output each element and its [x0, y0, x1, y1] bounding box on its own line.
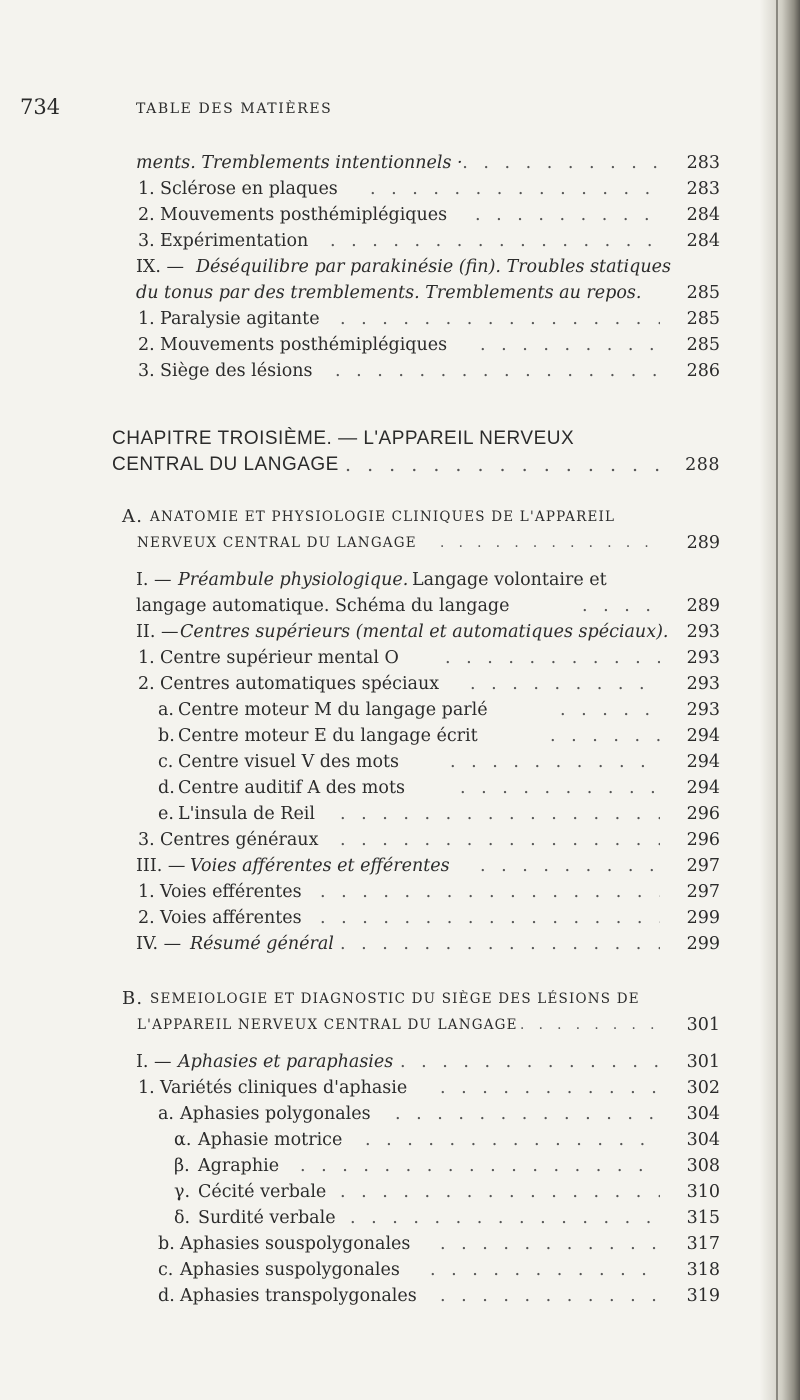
entry-page: 285 [686, 335, 720, 355]
entry-prefix: 1. [138, 309, 155, 329]
entry-text: Aphasies souspolygonales [180, 1234, 411, 1254]
section-letter: B. [122, 988, 144, 1009]
toc-entry [0, 593, 720, 619]
dot-leader [440, 1075, 660, 1101]
section-a-heading [0, 504, 720, 530]
entry-prefix: c. [158, 752, 174, 772]
entry-prefix: 2. [138, 205, 155, 225]
dot-leader [300, 1153, 660, 1179]
dot-leader [480, 853, 660, 879]
dot-leader [440, 1231, 660, 1257]
entry-prefix: 1. [138, 648, 155, 668]
toc-entry [0, 775, 720, 801]
entry-page: 293 [686, 674, 720, 694]
entry-prefix: e. [158, 804, 174, 824]
dot-leader [340, 827, 660, 853]
entry-text: Paralysie agitante [160, 309, 320, 329]
entry-text: Expérimentation [160, 231, 309, 251]
entry-page: 293 [686, 700, 720, 720]
entry-text: Résumé général [190, 934, 334, 954]
toc-entry [0, 671, 720, 697]
toc-entry [0, 905, 720, 931]
toc-entry [0, 1205, 720, 1231]
entry-prefix: d. [158, 1286, 175, 1306]
entry-text: Centre auditif A des mots [178, 778, 405, 798]
entry-prefix: 1. [138, 179, 155, 199]
dot-leader [340, 1179, 660, 1205]
entry-page: 319 [686, 1286, 720, 1306]
entry-text: Voies afférentes [160, 908, 302, 928]
toc-entry [0, 1101, 720, 1127]
entry-text: Sclérose en plaques [160, 179, 338, 199]
entry-page: 301 [686, 1052, 720, 1072]
entry-text: Voies afférentes et efférentes [190, 856, 450, 876]
entry-prefix: a. [158, 1104, 174, 1124]
page-number: 734 [20, 95, 61, 119]
toc-entry [0, 567, 720, 593]
entry-prefix: β. [174, 1156, 190, 1176]
entry-prefix: IV. — [136, 934, 182, 954]
section-b-heading [0, 986, 720, 1012]
entry-text: Agraphie [198, 1156, 280, 1176]
entry-page: 299 [686, 934, 720, 954]
entry-text: langage automatique. Schéma du langage [136, 596, 510, 616]
entry-text: Aphasie motrice [198, 1130, 343, 1150]
section-line-1: ANATOMIE ET PHYSIOLOGIE CLINIQUES DE L'APPAREIL [150, 509, 616, 525]
entry-page: 297 [686, 856, 720, 876]
entry-text: Centre moteur M du langage parlé [178, 700, 488, 720]
dot-leader [365, 1127, 660, 1153]
entry-prefix: I. — [136, 570, 172, 590]
entry-page: 283 [686, 179, 720, 199]
entry-page: 283 [686, 153, 720, 173]
entry-text: Centre visuel V des mots [178, 752, 400, 772]
dot-leader [475, 202, 660, 228]
chapter-line-2: CENTRAL DU LANGAGE [112, 454, 339, 475]
chapter-heading [0, 426, 720, 452]
section-a-heading [0, 530, 720, 556]
entry-text: ments. Tremblements intentionnels · [136, 153, 463, 173]
section-b-heading [0, 1012, 720, 1038]
section-line-2: NERVEUX CENTRAL DU LANGAGE [137, 535, 417, 551]
entry-text: Centres supérieurs (mental et automatiques spéciaux). [180, 622, 669, 642]
toc-entry [0, 254, 720, 280]
dot-leader [340, 306, 660, 332]
page-binding-line [776, 0, 778, 1400]
entry-text: Déséquilibre par parakinésie (fin). Troubles statiques [196, 257, 671, 277]
entry-text: Variétés cliniques d'aphasie [160, 1078, 408, 1098]
toc-entry [0, 1231, 720, 1257]
toc-entry [0, 1075, 720, 1101]
entry-text: Aphasies suspolygonales [180, 1260, 400, 1280]
entry-page: 286 [686, 361, 720, 381]
dot-leader [335, 358, 660, 384]
entry-text: Centres généraux [160, 830, 319, 850]
entry-page: 310 [686, 1182, 720, 1202]
dot-leader [340, 931, 660, 957]
entry-page: 285 [686, 283, 720, 303]
entry-text: Préambule physiologique. [178, 570, 409, 590]
entry-text: Centre moteur E du langage écrit [178, 726, 478, 746]
section-line-2: L'APPAREIL NERVEUX CENTRAL DU LANGAGE [137, 1017, 518, 1033]
section-page: 301 [686, 1015, 720, 1035]
entry-page: 299 [686, 908, 720, 928]
entry-page: 297 [686, 882, 720, 902]
toc-entry [0, 645, 720, 671]
entry-prefix: b. [158, 1234, 175, 1254]
dot-leader [582, 593, 660, 619]
chapter-heading [0, 452, 720, 478]
entry-page: 315 [686, 1208, 720, 1228]
entry-text: Voies efférentes [160, 882, 302, 902]
toc-entry [0, 827, 720, 853]
toc-entry [0, 1179, 720, 1205]
entry-prefix: 2. [138, 908, 155, 928]
entry-prefix: δ. [174, 1208, 191, 1228]
entry-prefix: b. [158, 726, 175, 746]
entry-prefix: γ. [174, 1182, 191, 1202]
toc-entry [0, 306, 720, 332]
entry-prefix: 2. [138, 335, 155, 355]
dot-leader [420, 150, 660, 176]
entry-page: 308 [686, 1156, 720, 1176]
entry-prefix: 1. [138, 1078, 155, 1098]
toc-entry [0, 1127, 720, 1153]
dot-leader [560, 697, 660, 723]
toc-entry [0, 723, 720, 749]
entry-page: 296 [686, 830, 720, 850]
entry-page: 294 [686, 726, 720, 746]
page-binding-shadow [760, 0, 800, 1400]
toc-entry [0, 1257, 720, 1283]
dot-leader [345, 452, 660, 478]
entry-text: Aphasies polygonales [180, 1104, 371, 1124]
entry-prefix: 1. [138, 882, 155, 902]
dot-leader [440, 1283, 660, 1309]
entry-text-rest: Langage volontaire et [412, 570, 607, 590]
chapter-line-1: CHAPITRE TROISIÈME. — L'APPAREIL NERVEUX [112, 428, 575, 449]
dot-leader [445, 645, 660, 671]
toc-entry [0, 619, 720, 645]
toc-entry [0, 853, 720, 879]
toc-entry [0, 879, 720, 905]
dot-leader [320, 905, 660, 931]
dot-leader [480, 332, 660, 358]
dot-leader [470, 671, 660, 697]
toc-entry [0, 150, 720, 176]
entry-prefix: II. — [136, 622, 179, 642]
entry-page: 294 [686, 752, 720, 772]
entry-text: Mouvements posthémiplégiques [160, 205, 448, 225]
entry-text: Cécité verbale [198, 1182, 327, 1202]
toc-entry [0, 280, 720, 306]
entry-page: 293 [686, 622, 720, 642]
running-title: TABLE DES MATIÈRES [136, 101, 333, 117]
dot-leader [320, 879, 660, 905]
toc-entry [0, 332, 720, 358]
entry-text: Centre supérieur mental O [160, 648, 399, 668]
entry-prefix: IX. — [136, 257, 184, 277]
entry-prefix: 3. [138, 830, 155, 850]
entry-page: 284 [686, 205, 720, 225]
entry-page: 284 [686, 231, 720, 251]
entry-page: 285 [686, 309, 720, 329]
section-line-1: SEMEIOLOGIE ET DIAGNOSTIC DU SIÈGE DES LÉSIONS DE [150, 991, 640, 1007]
entry-page: 296 [686, 804, 720, 824]
dot-leader [450, 749, 660, 775]
entry-text: L'insula de Reil [178, 804, 315, 824]
toc-entry [0, 358, 720, 384]
entry-page: 289 [686, 596, 720, 616]
section-letter: A. [122, 506, 144, 527]
entry-page: 318 [686, 1260, 720, 1280]
entry-page: 294 [686, 778, 720, 798]
entry-text: Siège des lésions [160, 361, 313, 381]
entry-prefix: III. — [136, 856, 186, 876]
dot-leader [370, 176, 660, 202]
dot-leader [550, 723, 660, 749]
entry-prefix: I. — [136, 1052, 172, 1072]
entry-page: 302 [686, 1078, 720, 1098]
entry-prefix: 3. [138, 361, 155, 381]
dot-leader [330, 228, 660, 254]
toc-entry [0, 1049, 720, 1075]
entry-prefix: 3. [138, 231, 155, 251]
dot-leader [460, 775, 660, 801]
entry-page: 304 [686, 1104, 720, 1124]
entry-text: Surdité verbale [198, 1208, 336, 1228]
dot-leader [520, 1012, 660, 1038]
entry-text: du tonus par des tremblements. Tremblements au repos. [136, 283, 642, 303]
dot-leader [350, 1205, 660, 1231]
section-page: 289 [686, 533, 720, 553]
dot-leader [400, 1049, 660, 1075]
entry-page: 317 [686, 1234, 720, 1254]
dot-leader [440, 530, 660, 556]
entry-prefix: 2. [138, 674, 155, 694]
toc-entry [0, 228, 720, 254]
entry-page: 293 [686, 648, 720, 668]
dot-leader [340, 801, 660, 827]
entry-text: Mouvements posthémiplégiques [160, 335, 448, 355]
toc-entry [0, 1283, 720, 1309]
toc-entry [0, 202, 720, 228]
toc-entry [0, 749, 720, 775]
entry-page: 304 [686, 1130, 720, 1150]
entry-text: Centres automatiques spéciaux [160, 674, 440, 694]
chapter-page: 288 [685, 455, 720, 475]
entry-prefix: c. [158, 1260, 174, 1280]
entry-prefix: α. [174, 1130, 192, 1150]
dot-leader [395, 1101, 660, 1127]
toc-entry [0, 176, 720, 202]
entry-prefix: d. [158, 778, 175, 798]
toc-entry [0, 801, 720, 827]
entry-text: Aphasies transpolygonales [180, 1286, 417, 1306]
entry-prefix: a. [158, 700, 174, 720]
running-header [20, 95, 760, 119]
dot-leader [430, 1257, 660, 1283]
entry-text: Aphasies et paraphasies [178, 1052, 394, 1072]
toc-entry [0, 931, 720, 957]
toc-entry [0, 1153, 720, 1179]
toc-entry [0, 697, 720, 723]
